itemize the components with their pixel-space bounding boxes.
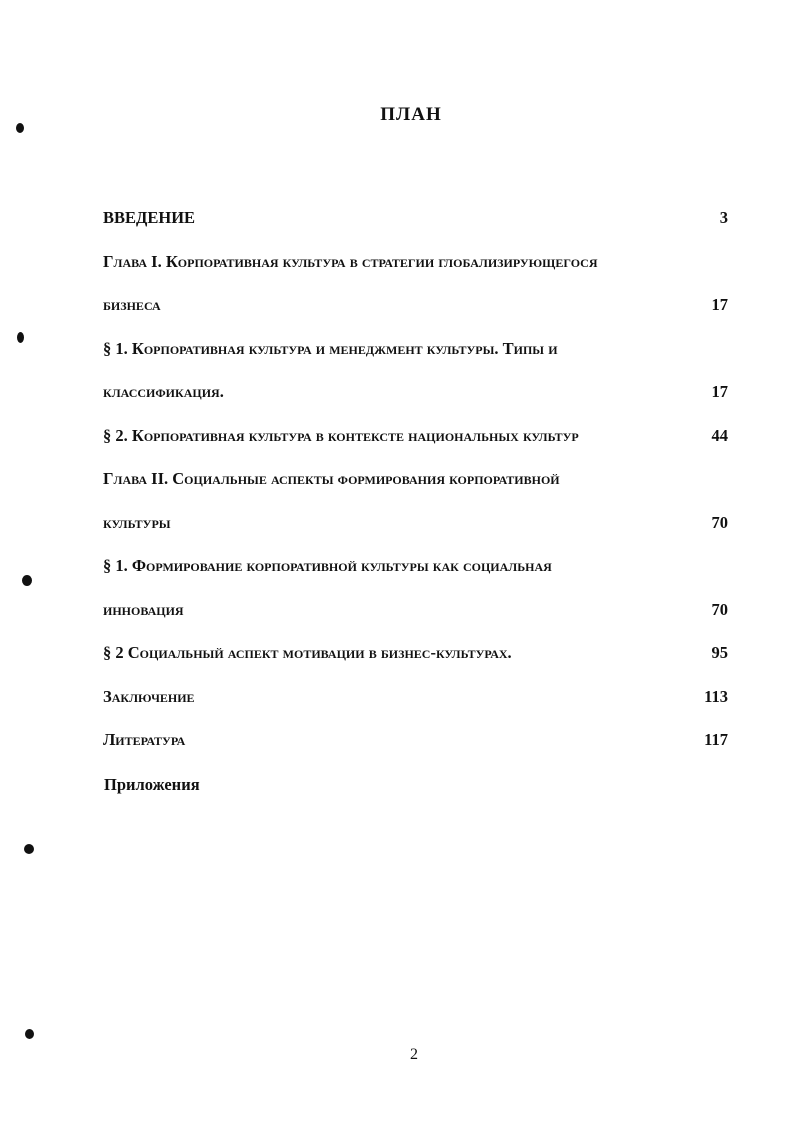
punch-hole-mark: [16, 123, 24, 133]
toc-entry-page: 70: [711, 599, 728, 619]
toc-entry-page: 95: [711, 643, 728, 662]
punch-hole-mark: [25, 1029, 34, 1039]
toc-entry-text: Глава I. Корпоративная культура в стратегии глобализирующегося: [103, 251, 598, 271]
toc-entry-text: классификация.: [103, 382, 224, 401]
toc-entry-text: ВВЕДЕНИЕ: [103, 208, 196, 227]
toc-entry-chapter-2: [103, 469, 728, 513]
toc-entry-text: Заключение: [103, 686, 195, 706]
toc-entry-text: инновация: [103, 599, 184, 619]
toc-entry-text: Литература: [103, 730, 186, 749]
toc-entry-page: 113: [704, 686, 728, 706]
punch-hole-mark: [22, 575, 32, 586]
toc-entry-text: § 2 Социальный аспект мотивации в бизнес-культурах.: [103, 643, 512, 662]
toc-entry-section-2-1-cont: [103, 600, 728, 644]
toc-entry-section-2-2: [103, 643, 728, 687]
toc-entry-chapter-1: [103, 252, 728, 296]
appendix-heading: Приложения: [104, 775, 200, 794]
toc-entry-section-2-1: [103, 556, 728, 600]
toc-entry-page: 117: [704, 730, 728, 749]
toc-entry-text: § 2. Корпоративная культура в контексте национальных культур: [103, 425, 579, 445]
toc-entry-text: бизнеса: [103, 295, 161, 314]
toc-entry-text: § 1. Формирование корпоративной культуры как социальная: [103, 556, 552, 575]
toc-entry-chapter-1-cont: [103, 295, 728, 339]
toc-entry-page: 17: [711, 382, 728, 401]
toc-entry-text: Глава II. Социальные аспекты формирования корпоративной: [103, 469, 560, 488]
page-number: 2: [410, 1046, 418, 1063]
toc-entry-section-1-2: [103, 426, 728, 470]
page-title: ПЛАН: [380, 104, 442, 125]
table-of-contents: [103, 208, 728, 774]
toc-entry-text: культуры: [103, 512, 171, 532]
punch-hole-mark: [24, 844, 34, 854]
toc-entry-page: 70: [711, 512, 728, 532]
toc-entry-section-1-1-cont: [103, 382, 728, 426]
toc-entry-literature: [103, 730, 728, 774]
toc-entry-introduction: [103, 208, 728, 252]
toc-entry-page: 17: [711, 295, 728, 314]
toc-entry-section-1-1: [103, 339, 728, 383]
toc-entry-conclusion: [103, 687, 728, 731]
toc-entry-page: 44: [711, 425, 728, 445]
toc-entry-page: 3: [719, 208, 728, 227]
toc-entry-chapter-2-cont: [103, 513, 728, 557]
toc-entry-text: § 1. Корпоративная культура и менеджмент культуры. Типы и: [103, 338, 558, 358]
punch-hole-mark: [17, 332, 24, 343]
